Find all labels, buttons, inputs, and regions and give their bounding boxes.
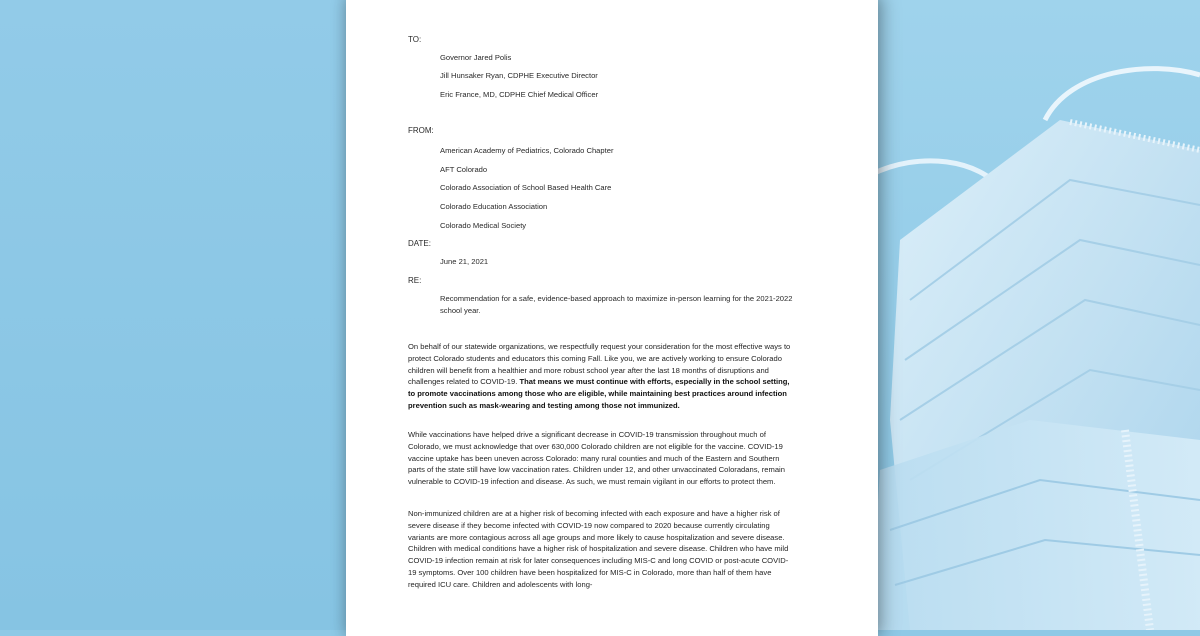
sender-1: American Academy of Pediatrics, Colorado Chapter [440, 146, 614, 155]
paragraph-1 [408, 341, 794, 412]
recipient-1: Governor Jared Polis [440, 53, 512, 62]
sender-5: Colorado Medical Society [440, 221, 527, 230]
date-value: June 21, 2021 [440, 257, 489, 266]
paragraph-1-bold: That means we must continue with efforts, especially in the school setting, to promote vaccinations among those who are eligible, while maintaining best practices around infection prevention such as mask-wearing and testing among those not immunized. [408, 377, 790, 410]
to-label: TO: [408, 35, 422, 44]
background-left [0, 0, 360, 630]
sender-3: Colorado Association of School Based Health Care [440, 183, 612, 192]
re-label: RE: [408, 276, 422, 285]
recipient-2: Jill Hunsaker Ryan, CDPHE Executive Director [440, 71, 598, 80]
sender-4: Colorado Education Association [440, 202, 548, 211]
face-mask-image [870, 0, 1200, 630]
date-label: DATE: [408, 239, 431, 248]
face-mask-illustration [870, 0, 1200, 630]
paragraph-1-text: On behalf of our statewide organizations, we respectfully request your consideration for the most effective ways to protect Colorado students and educators this coming Fall. Like you, we are actively working to ensure Colorado children will benefit from a healthier and more robust school year after the last 18 months of disruptions and challenges related to COVID-19. [408, 342, 791, 387]
re-subject: Recommendation for a safe, evidence-based approach to maximize in-person learning for the 2021-2022 school year. [440, 294, 793, 315]
from-label: FROM: [408, 126, 434, 135]
letter-document [346, 0, 878, 636]
sender-2: AFT Colorado [440, 165, 488, 174]
paragraph-2: While vaccinations have helped drive a significant decrease in COVID-19 transmission throughout much of Colorado, we must acknowledge that over 630,000 Colorado children are not eligible for the vaccine. COVID-19 vaccine uptake has been uneven across Colorado: many rural counties and much of the Eastern and Southern parts of the state still have low vaccination rates. Children under 12, and other unvaccinated Coloradans, remain vulnerable to COVID-19 infection and disease. As such, we must remain vigilant in our efforts to protect them. [408, 430, 785, 487]
paragraph-3: Non-immunized children are at a higher risk of becoming infected with each exposure and have a higher risk of severe disease if they become infected with COVID-19 now compared to 2020 because currently circulating variants are more contagious across all age groups and more likely to cause hospitalization and severe disease. Children with medical conditions have a higher risk of hospitalization and severe disease. Children who have mild COVID-19 infection remain at risk for later consequences including MIS-C and long COVID or post-acute COVID-19 symptoms. Over 100 children have been hospitalized for MIS-C in Colorado, more than half of them have required ICU care. Children and adolescents with long- [408, 509, 789, 589]
recipient-3: Eric France, MD, CDPHE Chief Medical Officer [440, 90, 599, 99]
